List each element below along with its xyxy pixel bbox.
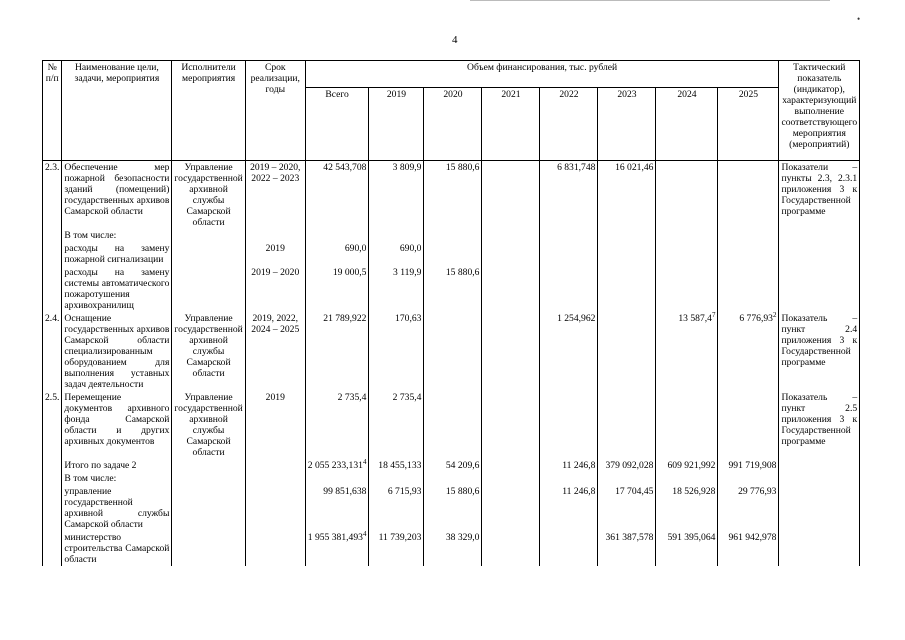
table-row xyxy=(43,229,860,242)
cell-2024: 591 395,064 xyxy=(656,531,718,566)
row-term: 2019 – 2020 xyxy=(245,266,305,312)
cell-2024-value: 13 587,4 xyxy=(678,313,712,324)
table-row xyxy=(43,531,860,566)
row-name: министерство строительства Самарской области xyxy=(62,531,172,566)
footnote-mark: 4 xyxy=(362,531,367,538)
header-year-2024: 2024 xyxy=(656,88,718,161)
header-year-2025: 2025 xyxy=(718,88,779,161)
scan-edge-line xyxy=(470,0,830,1)
row-name: расходы на замену системы автоматического пожаротушения архивохранилищ xyxy=(62,266,172,312)
cell-2019: 170,63 xyxy=(369,312,424,391)
footnote-mark: 7 xyxy=(711,312,716,319)
cell-2025: 961 942,978 xyxy=(718,531,779,566)
cell-2022: 6 831,748 xyxy=(540,161,598,230)
header-year-2023: 2023 xyxy=(598,88,656,161)
table-row xyxy=(43,485,860,531)
table-row xyxy=(43,161,860,230)
cell-total: 19 000,5 xyxy=(305,266,369,312)
row-num: 2.4. xyxy=(43,312,62,391)
header-year-2020: 2020 xyxy=(424,88,482,161)
cell-2024 xyxy=(656,161,718,230)
row-num: 2.3. xyxy=(43,161,62,230)
cell-2023: 16 021,46 xyxy=(598,161,656,230)
header-num: № п/п xyxy=(43,61,62,161)
row-name: Итого по задаче 2 xyxy=(62,459,172,472)
header-year-2022: 2022 xyxy=(540,88,598,161)
cell-2019: 3 809,9 xyxy=(369,161,424,230)
header-year-2019: 2019 xyxy=(369,88,424,161)
row-executor: Управление государственной архивной службы Самарской области xyxy=(172,391,245,459)
row-name: Оснащение государственных архивов Самарской области специализированным оборудованием для выполнения уставных задач деятельности xyxy=(62,312,172,391)
cell-2022: 11 246,8 xyxy=(540,485,598,531)
header-year-2021: 2021 xyxy=(482,88,540,161)
table-row xyxy=(43,312,860,391)
table-row xyxy=(43,266,860,312)
table-row xyxy=(43,242,860,266)
cell-2025-value: 6 776,93 xyxy=(739,313,773,324)
financing-table xyxy=(42,60,860,566)
cell-2025: 991 719,908 xyxy=(718,459,779,472)
footnote-mark: 2 xyxy=(772,312,777,319)
cell-total-value: 2 055 233,131 xyxy=(307,460,363,471)
cell-2025 xyxy=(718,161,779,230)
cell-2024: 609 921,992 xyxy=(656,459,718,472)
row-executor: Управление государственной архивной службы Самарской области xyxy=(172,312,245,391)
header-executor: Исполнители мероприятия xyxy=(172,61,245,161)
cell-total: 99 851,638 xyxy=(305,485,369,531)
cell-2019: 18 455,133 xyxy=(369,459,424,472)
cell-total xyxy=(305,531,369,566)
cell-2019: 3 119,9 xyxy=(369,266,424,312)
cell-2023: 361 387,578 xyxy=(598,531,656,566)
cell-2025: 29 776,93 xyxy=(718,485,779,531)
row-name: Обеспечение мер пожарной безопасности зданий (помещений) государственных архивов Самарской области xyxy=(62,161,172,230)
cell-2019: 11 739,203 xyxy=(369,531,424,566)
row-num: 2.5. xyxy=(43,391,62,459)
page-number: 4 xyxy=(452,34,458,46)
row-term: 2019 xyxy=(245,391,305,459)
cell-2020: 15 880,6 xyxy=(424,266,482,312)
header-row-1 xyxy=(43,61,860,88)
cell-2021 xyxy=(482,161,540,230)
header-term: Срок реализации, годы xyxy=(245,61,305,161)
cell-total: 21 789,922 xyxy=(305,312,369,391)
cell-total: 42 543,708 xyxy=(305,161,369,230)
row-executor: Управление государственной архивной службы Самарской области xyxy=(172,161,245,230)
row-term: 2019, 2022, 2024 – 2025 xyxy=(245,312,305,391)
cell-total: 2 735,4 xyxy=(305,391,369,459)
table-row xyxy=(43,391,860,459)
cell-2024 xyxy=(656,312,718,391)
row-name: Перемещение документов архивного фонда Самарской области и других архивных документов xyxy=(62,391,172,459)
cell-2022: 1 254,962 xyxy=(540,312,598,391)
header-financing: Объем финансирования, тыс. рублей xyxy=(305,61,779,88)
header-name: Наименование цели, задачи, мероприятия xyxy=(62,61,172,161)
table-row xyxy=(43,472,860,485)
header-indicator: Тактический показатель (индикатор), характеризующий выполнение соответствующего мероприятия (мероприятий) xyxy=(779,61,860,161)
row-indicator: Показатели – пункты 2.3, 2.3.1 приложения 3 к Государственной программе xyxy=(779,161,860,230)
cell-total-value: 1 955 381,493 xyxy=(307,532,363,543)
footnote-mark: 4 xyxy=(362,459,367,466)
cell-2019: 6 715,93 xyxy=(369,485,424,531)
cell-total: 690,0 xyxy=(305,242,369,266)
row-term: 2019 – 2020, 2022 – 2023 xyxy=(245,161,305,230)
row-indicator: Показатель – пункт 2.5 приложения 3 к Государственной программе xyxy=(779,391,860,472)
cell-2020: 54 209,6 xyxy=(424,459,482,472)
header-total: Всего xyxy=(305,88,369,161)
cell-total xyxy=(305,459,369,472)
table-row xyxy=(43,459,860,472)
cell-2019: 690,0 xyxy=(369,242,424,266)
row-including: В том числе: xyxy=(62,472,172,485)
cell-2025 xyxy=(718,312,779,391)
row-including: В том числе: xyxy=(62,229,172,242)
cell-2023: 379 092,028 xyxy=(598,459,656,472)
row-name: расходы на замену пожарной сигнализации xyxy=(62,242,172,266)
cell-2022: 11 246,8 xyxy=(540,459,598,472)
cell-2023: 17 704,45 xyxy=(598,485,656,531)
row-term: 2019 xyxy=(245,242,305,266)
row-indicator: Показатель – пункт 2.4 приложения 3 к Государственной программе xyxy=(779,312,860,391)
cell-2020: 15 880,6 xyxy=(424,161,482,230)
cell-2024: 18 526,928 xyxy=(656,485,718,531)
cell-2020: 15 880,6 xyxy=(424,485,482,531)
row-name: управление государственной архивной службы Самарской области xyxy=(62,485,172,531)
cell-2020: 38 329,0 xyxy=(424,531,482,566)
scan-speck: • xyxy=(857,14,861,24)
cell-2019: 2 735,4 xyxy=(369,391,424,459)
